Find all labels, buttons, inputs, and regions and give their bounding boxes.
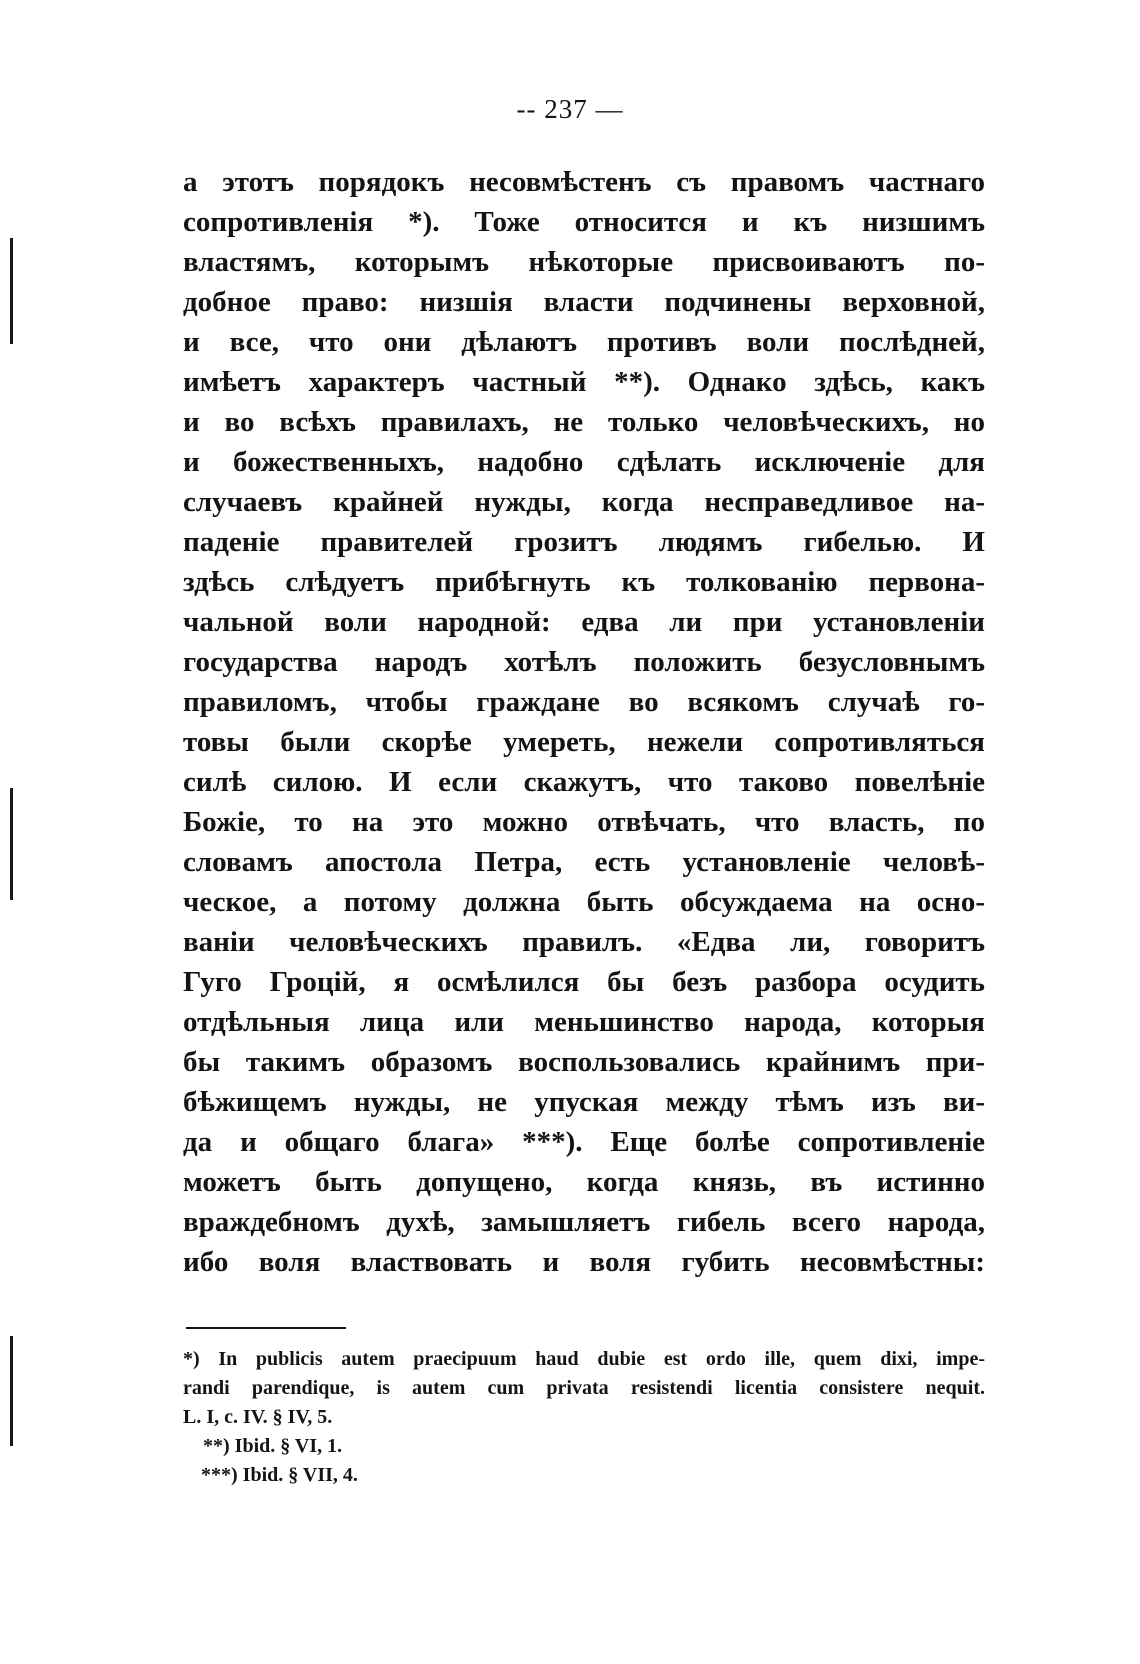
body-line: случаевъ крайней нужды, когда несправедливое на- <box>183 486 985 518</box>
body-text <box>183 162 985 1282</box>
body-line: здѣсь слѣдуетъ прибѣгнуть къ толкованію первона- <box>183 566 985 598</box>
body-line: и все, что они дѣлаютъ противъ воли послѣдней, <box>183 326 985 358</box>
body-line: ваніи человѣческихъ правилъ. «Едва ли, говоритъ <box>183 926 985 958</box>
footnote-1-line: L. I, c. IV. § IV, 5. <box>183 1406 333 1428</box>
body-line: властямъ, которымъ нѣкоторые присвоиваютъ по- <box>183 246 985 278</box>
body-line: и божественныхъ, надобно сдѣлать исключеніе для <box>183 446 985 478</box>
body-line: и во всѣхъ правилахъ, не только человѣческихъ, но <box>183 406 985 438</box>
footnote-1-line: randi parendique, is autem cum privata resistendi licentia consistere nequit. <box>183 1377 985 1399</box>
body-line: враждебномъ духѣ, замышляетъ гибель всего народа, <box>183 1206 985 1238</box>
page-number: -- 237 — <box>516 94 624 124</box>
body-line: Гуго Гроцій, я осмѣлился бы безъ разбора осудить <box>183 966 985 998</box>
body-line: да и общаго блага» ***). Еще болѣе сопротивленіе <box>183 1126 985 1158</box>
body-line: Божіе, то на это можно отвѣчать, что власть, по <box>183 806 985 838</box>
margin-mark <box>10 238 13 344</box>
footnote-rule <box>186 1327 346 1329</box>
body-line: государства народъ хотѣлъ положить безусловнымъ <box>183 646 985 678</box>
body-line: бы такимъ образомъ воспользовались крайнимъ при- <box>183 1046 985 1078</box>
footnotes <box>183 1345 985 1490</box>
body-line: сопротивленія *). Тоже относится и къ низшимъ <box>183 206 985 238</box>
footnote-1-line: *) In publicis autem praecipuum haud dubie est ordo ille, quem dixi, impe- <box>183 1348 985 1370</box>
body-line: ческое, а потому должна быть обсуждаема на осно- <box>183 886 985 918</box>
body-line: силѣ силою. И если скажутъ, что таково повелѣніе <box>183 766 985 798</box>
body-line: чальной воли народной: едва ли при установленіи <box>183 606 985 638</box>
margin-mark <box>10 788 13 900</box>
footnote-3: ***) Ibid. § VII, 4. <box>201 1464 358 1486</box>
body-line: имѣетъ характеръ частный **). Однако здѣсь, какъ <box>183 366 985 398</box>
body-line: а этотъ порядокъ несовмѣстенъ съ правомъ частнаго <box>183 166 985 198</box>
body-line: бѣжищемъ нужды, не упуская между тѣмъ изъ ви- <box>183 1086 985 1118</box>
body-line: добное право: низшія власти подчинены верховной, <box>183 286 985 318</box>
footnote-2: **) Ibid. § VI, 1. <box>203 1435 343 1457</box>
body-line: ибо воля властвовать и воля губить несовмѣстны: <box>183 1246 985 1278</box>
body-line: словамъ апостола Петра, есть установленіе человѣ- <box>183 846 985 878</box>
body-line: можетъ быть допущено, когда князь, въ истинно <box>183 1166 985 1198</box>
body-line: товы были скорѣе умереть, нежели сопротивляться <box>183 726 985 758</box>
body-line: отдѣльныя лица или меньшинство народа, которыя <box>183 1006 985 1038</box>
body-line: правиломъ, чтобы граждане во всякомъ случаѣ го- <box>183 686 985 718</box>
body-line: паденіе правителей грозитъ людямъ гибелью. И <box>183 526 985 558</box>
margin-mark <box>10 1336 13 1446</box>
